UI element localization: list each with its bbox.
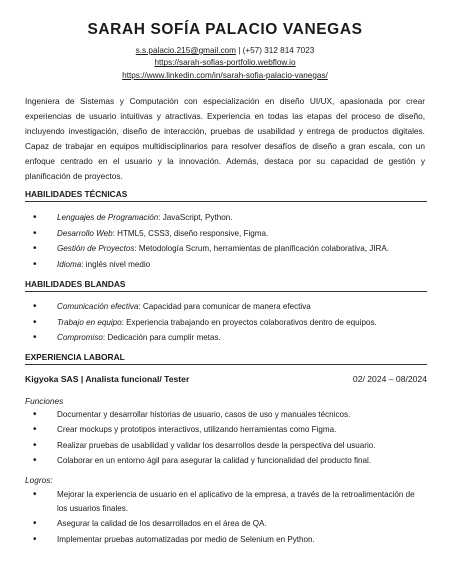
skill-key: Compromiso bbox=[57, 333, 103, 343]
list-item bbox=[25, 257, 425, 273]
contact-block bbox=[0, 45, 450, 82]
list-item bbox=[25, 299, 425, 315]
candidate-name: SARAH SOFÍA PALACIO VANEGAS bbox=[87, 21, 363, 38]
skill-value: : Dedicación para cumplir metas. bbox=[102, 333, 221, 343]
skill-value: : HTML5, CSS3, diseño responsive, Figma. bbox=[112, 228, 269, 238]
skill-key: Idioma bbox=[57, 259, 82, 269]
portfolio-link[interactable]: https://sarah-sofias-portfolio.webflow.io bbox=[154, 58, 296, 68]
list-item: • Colaborar en un entorno ágil para asegurar la calidad y funcionalidad del producto final. bbox=[25, 453, 425, 468]
professional-summary: Ingeniera de Sistemas y Computación con especialización en diseño UI/UX, apasionada por crear experiencias de usuario intuitivas y atractivas. Experiencia en todas las etapas del proceso de diseño, incluyendo investigación, diseño de interacción, pruebas de usabilidad y entrega de productos digitales. Capaz de trabajar en equipos multidisciplinarios para resolver desafíos de diseño a gran escala, con un enfoque centrado en el usuario y la innovación. Además, destaca por su capacidad de gestión y planificación de proyectos. bbox=[25, 96, 425, 181]
contact-separator: | bbox=[235, 46, 243, 55]
skill-key: Comunicación efectiva bbox=[57, 302, 139, 311]
section-technical-skills-heading: HABILIDADES TÉCNICAS bbox=[25, 189, 427, 202]
list-item bbox=[25, 226, 425, 242]
achievements-label: Logros: bbox=[25, 475, 53, 485]
job-title: Kigyoka SAS | Analista funcional/ Tester bbox=[25, 374, 190, 384]
list-item bbox=[25, 330, 425, 346]
skill-value: : inglés nivel medio bbox=[81, 259, 151, 269]
list-item: • Documentar y desarrollar historias de usuario, casos de uso y manuales técnicos. bbox=[25, 407, 425, 422]
functions-list bbox=[25, 407, 425, 469]
email-link[interactable]: s.s.palacio.215@gmail.com bbox=[135, 46, 236, 55]
section-experience-heading: EXPERIENCIA LABORAL bbox=[25, 352, 427, 365]
list-item: • Asegurar la calidad de los desarrollados en el área de QA. bbox=[25, 517, 425, 531]
skill-key: Lenguajes de Programación bbox=[57, 213, 159, 222]
skill-value: : Experiencia trabajando en proyectos colaborativos dentro de equipos. bbox=[121, 317, 377, 327]
job-dates: 02/ 2024 – 08/2024 bbox=[352, 374, 427, 384]
list-item: • Realizar pruebas de usabilidad y validar los desarrollos desde la perspectiva del usuario. bbox=[25, 438, 425, 453]
soft-skills-list bbox=[25, 299, 425, 346]
linkedin-link[interactable]: https://www.linkedin.com/in/sarah-sofia-palacio-vanegas/ bbox=[122, 70, 328, 80]
section-soft-skills-heading: HABILIDADES BLANDAS bbox=[25, 279, 427, 292]
achievements-list bbox=[25, 488, 425, 546]
skill-value: : Metodología Scrum, herramientas de planificación colaborativa, JIRA. bbox=[134, 244, 390, 253]
list-item: • Crear mockups y prototipos interactivos, utilizando herramientas como Figma. bbox=[25, 422, 425, 437]
skill-value: : Capacidad para comunicar de manera efectiva bbox=[138, 302, 311, 311]
skill-key: Trabajo en equipo bbox=[57, 317, 122, 327]
skill-key: Gestión de Proyectos bbox=[57, 244, 135, 253]
skill-value: : JavaScript, Python. bbox=[158, 213, 233, 222]
list-item: • Mejorar la experiencia de usuario en el aplicativo de la empresa, a través de la retroalimentación de los usuarios finales. bbox=[25, 488, 425, 515]
technical-skills-list bbox=[25, 210, 425, 272]
job-header bbox=[25, 374, 427, 384]
list-item bbox=[25, 241, 425, 257]
list-item: • Implementar pruebas automatizadas por medio de Selenium en Python. bbox=[25, 533, 425, 547]
skill-key: Desarrollo Web bbox=[57, 228, 113, 238]
phone-number: (+57) 312 814 7023 bbox=[242, 46, 315, 55]
list-item bbox=[25, 210, 425, 226]
contact-line-1 bbox=[0, 45, 450, 57]
list-item bbox=[25, 315, 425, 331]
functions-label: Funciones bbox=[25, 396, 64, 406]
